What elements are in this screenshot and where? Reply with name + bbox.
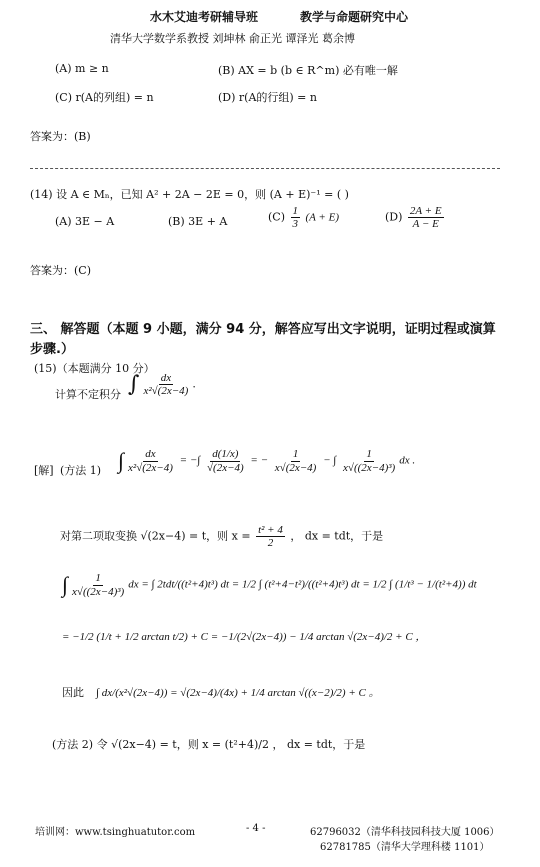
q15-prompt: 计算不定积分 <box>55 388 121 401</box>
q15-integral: ∫ $\frac{dx}{\text{x²√(2x−4)}}$ . <box>128 372 196 398</box>
q15-integrand-numerator: dx <box>160 372 172 384</box>
answer-13: 答案为：(B) <box>30 130 91 143</box>
substitution-numerator: t² + 4 <box>258 524 283 536</box>
q14-option-d-label: (D) <box>385 210 403 224</box>
substitution-denominator: 2 <box>267 537 274 550</box>
method-1-label: (方法 1) <box>60 464 102 477</box>
footer-phone-1: 62796032（清华科技园科技大厦 1006） <box>310 827 500 838</box>
method-2-line: (方法 2) 令 √(2x−4) = t，则 x = (t²+4)/2 ， dx = tdt，于是 <box>52 738 366 751</box>
divider <box>30 168 500 169</box>
section-3-title: 三、 解答题（本题 9 小题，满分 94 分，解答应写出文字说明，证明过程或演算 <box>30 322 496 337</box>
q13-option-c: (C) r(A的列组) = n <box>55 91 154 104</box>
solution-label: [解] <box>34 464 54 477</box>
q14-stem: (14) 设 A ∈ Mₙ，已知 A² + 2A − 2E = 0，则 (A + E)⁻¹ = ( ) <box>30 188 349 201</box>
substitution-text <box>60 524 383 549</box>
q13-option-a: (A) m ≥ n <box>55 62 109 75</box>
q14-d-denominator: A − E <box>412 218 439 231</box>
q13-option-b: (B) AX = b (b ∈ R^m) 必有唯一解 <box>218 64 398 77</box>
header-title-right: 教学与命题研究中心 <box>300 10 409 24</box>
footer-website: 培训网：www.tsinghuatutor.com <box>35 827 196 838</box>
answer-14: 答案为：(C) <box>30 264 91 277</box>
q14-option-d <box>385 205 446 230</box>
therefore-label: 因此 <box>62 686 84 699</box>
solution-line-1-eq2: = − <box>250 454 269 467</box>
solution-line-3: ∫ $\frac{1}{\text{x√((2x−4)³)}}$ dx = ∫ 2tdt/((t²+4)t³) dt = 1/2 ∫ (t²+4−t²)/((t²+4)t³) dt = 1/2 ∫ (1/t³ − 1/(t²+4)) dt <box>62 572 477 598</box>
header-subtitle: 清华大学数学系教授 刘坤林 俞正光 谭泽光 葛余博 <box>110 32 355 45</box>
q14-option-a: (A) 3E − A <box>55 215 115 228</box>
solution-line-3-rhs: ∫ 2tdt/((t²+4)t³) dt = 1/2 ∫ (t²+4−t²)/((t²+4)t³) dt = 1/2 ∫ (1/t³ − 1/(t²+4)) dt <box>151 578 477 591</box>
q13-option-d: (D) r(A的行组) = n <box>218 91 317 104</box>
q14-c-denominator: 3 <box>292 218 298 231</box>
solution-line-4: = −1/2 (1/t + 1/2 arctan t/2) + C = −1/(2√(2x−4)) − 1/4 arctan √(2x−4)/2 + C ， <box>62 631 427 643</box>
substitution-lead: 对第二项取变换 √(2x−4) = t，则 x = <box>60 529 251 543</box>
solution-line-1: ∫ $\frac{dx}{\text{x²√(2x−4)}}$ = −∫ $\frac{d(1/x)}{√(2x-4)}$ = − $\frac{1}{x√(2x-4)}$ − ∫ $\frac{1}{\text{x√((2x−4)³)}}$ dx . <box>118 448 416 474</box>
q14-c-tail: (A + E) <box>305 211 339 224</box>
solution-line-1-eq1: = −∫ <box>179 454 201 467</box>
q14-option-c-label: (C) <box>268 210 285 224</box>
final-result: ∫ dx/(x²√(2x−4)) = √(2x−4)/(4x) + 1/4 arctan √((x−2)/2) + C 。 <box>96 687 380 699</box>
q14-c-numerator: 1 <box>292 205 298 217</box>
solution-line-1-eq3: − ∫ <box>323 454 337 467</box>
substitution-tail: ， dx = tdt，于是 <box>290 529 384 543</box>
q15-label: (15)（本题满分 10 分） <box>34 362 155 375</box>
section-3-title-cont: 步骤.） <box>30 342 74 357</box>
q15-integrand-denominator: x²√(2x−4) <box>143 385 189 398</box>
footer-page-number: - 4 - <box>246 823 266 834</box>
q14-option-b: (B) 3E + A <box>168 215 228 228</box>
q14-option-c <box>268 205 339 230</box>
header-title-left: 水木艾迪考研辅导班 <box>150 10 259 24</box>
footer-phone-2: 62781785（清华大学理科楼 1101） <box>320 842 490 853</box>
q14-d-numerator: 2A + E <box>409 205 442 217</box>
